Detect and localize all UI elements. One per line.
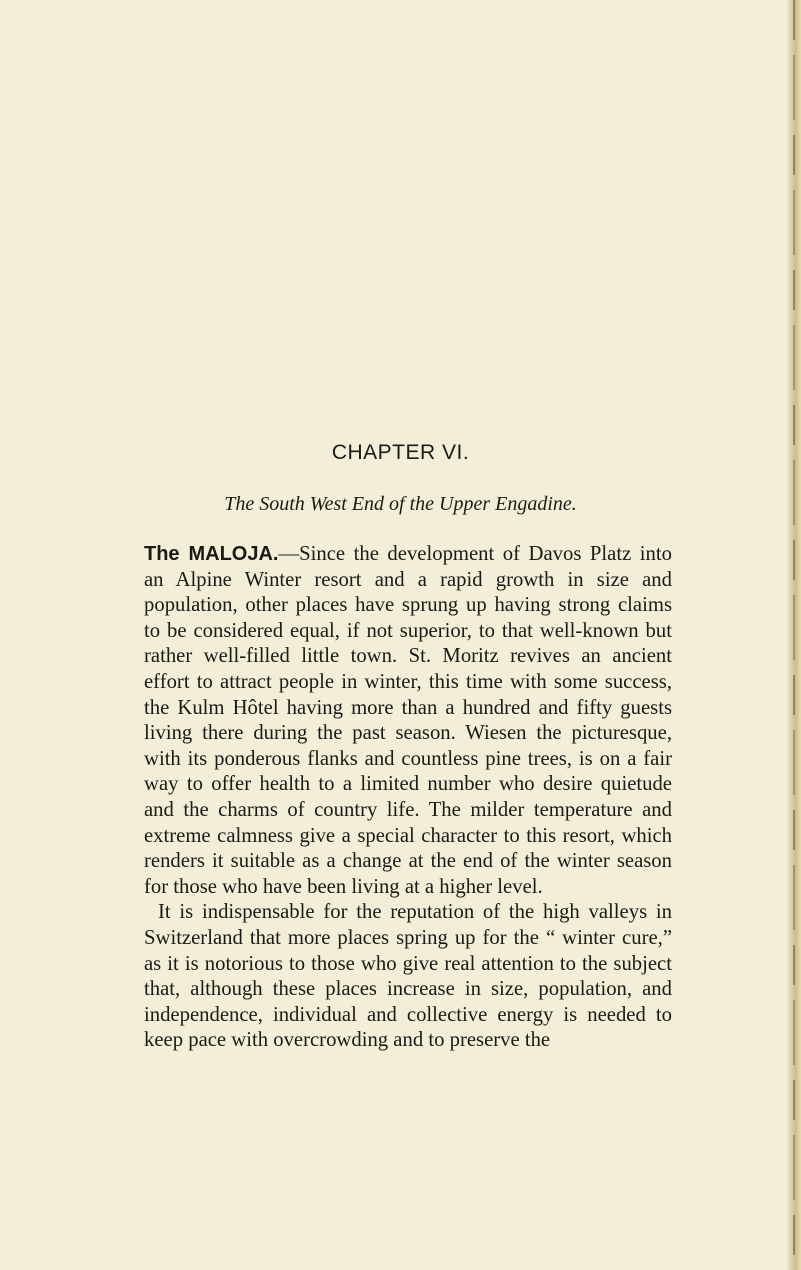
page-binding-edge: [787, 0, 801, 1270]
paragraph-maloja: [144, 542, 672, 900]
paragraph-text: —Since the development of Davos Platz into an Alpine Winter resort and a rapid growth in size and population, other places have sprung up having strong claims to be considered equal, if not superior, to that well-known but rather well-filled little town. St. Moritz revives an ancient effort to attract people in winter, this time with some success, the Kulm Hôtel having more than a hundred and fifty guests living there during the past season. Wiesen the picturesque, with its ponderous flanks and countless pine trees, is on a fair way to offer health to a limited number who desire quietude and the charms of country life. The milder temperature and extreme calmness give a special character to this resort, which renders it suitable as a change at the end of the winter season for those who have been living at a higher level.: [144, 543, 672, 898]
chapter-subtitle: The South West End of the Upper Engadine.: [224, 493, 577, 515]
paragraph-lead: The MALOJA.: [144, 543, 279, 565]
chapter-body: [144, 542, 672, 1054]
paragraph-winter-cure: It is indispensable for the reputation of the high valleys in Switzerland that more places spring up for the “ winter cure,” as it is notorious to those who give real attention to the subject that, although these places increase in size, population, and independence, individual and collective energy is needed to keep pace with overcrowding and to preserve the: [144, 901, 672, 1052]
chapter-heading: CHAPTER VI.: [331, 441, 470, 464]
